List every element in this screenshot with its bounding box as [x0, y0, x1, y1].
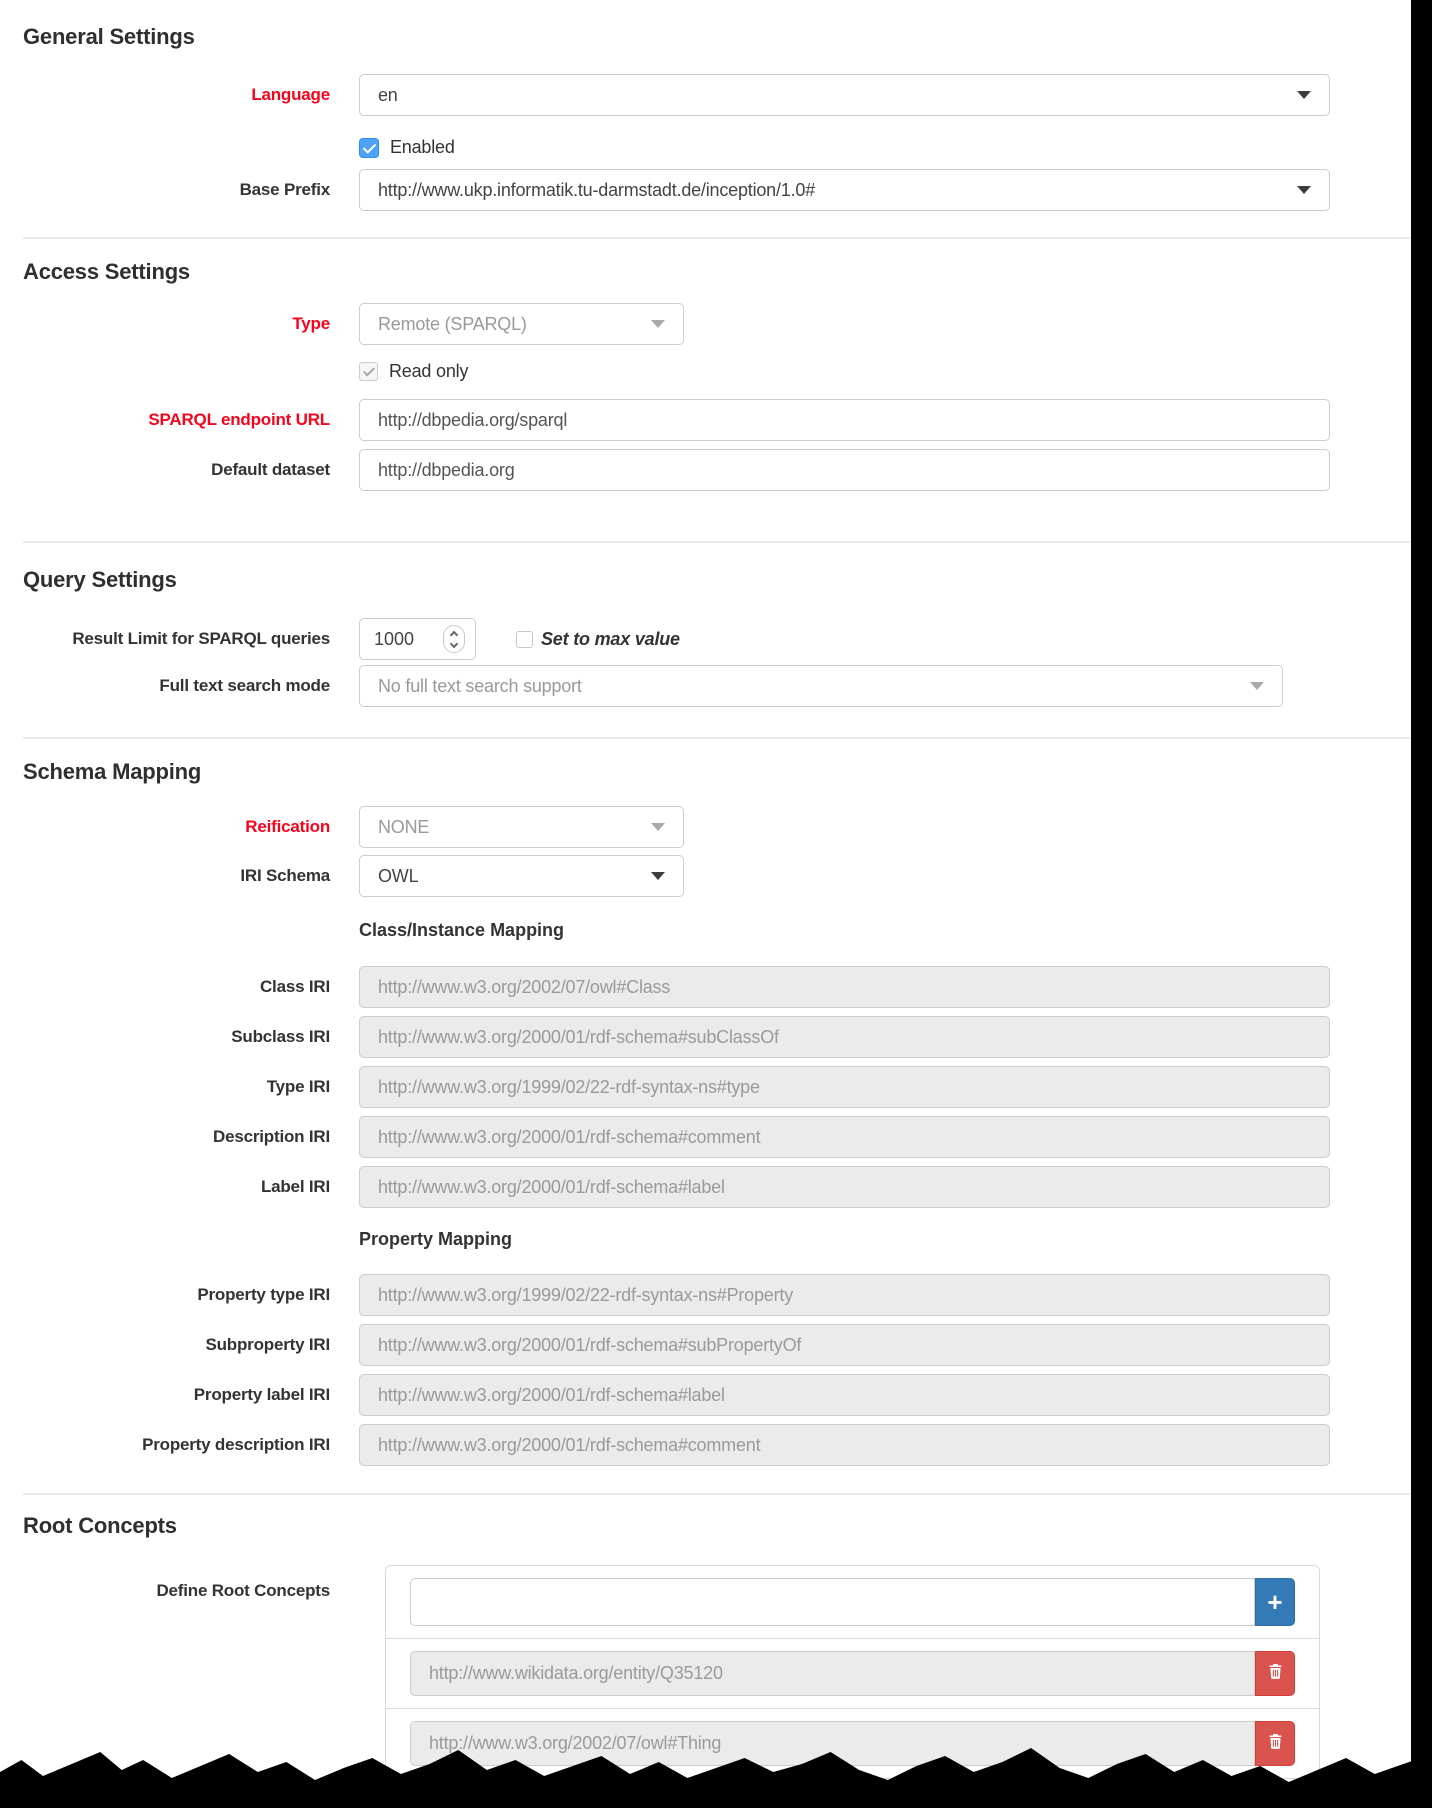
chevron-down-icon — [651, 872, 665, 880]
base-prefix-value: http://www.ukp.informatik.tu-darmstadt.de/inception/1.0# — [378, 179, 816, 200]
concept-row — [386, 1638, 1319, 1708]
read-only-label: Read only — [389, 361, 469, 381]
define-root-concepts-label: Define Root Concepts — [156, 1581, 330, 1600]
enabled-label: Enabled — [390, 137, 455, 157]
plus-icon: + — [1267, 1587, 1283, 1617]
default-dataset-label: Default dataset — [211, 460, 330, 479]
schema-mapping-title: Schema Mapping — [23, 759, 202, 784]
section-divider — [23, 1493, 1411, 1495]
class-iri-label: Class IRI — [259, 977, 330, 996]
section-divider — [23, 737, 1411, 739]
property-mapping-subtitle: Property Mapping — [359, 1229, 513, 1249]
subclass-iri-input: http://www.w3.org/2000/01/rdf-schema#subClassOf — [359, 1016, 1330, 1058]
type-value: Remote (SPARQL) — [378, 313, 527, 334]
reification-select[interactable] — [359, 806, 684, 848]
query-settings-title: Query Settings — [23, 567, 177, 592]
add-concept-button[interactable] — [1255, 1578, 1295, 1626]
fts-mode-label: Full text search mode — [159, 676, 330, 695]
set-max-label: Set to max value — [541, 628, 680, 649]
base-prefix-select[interactable] — [359, 169, 1330, 211]
screenshot-black-right-edge — [1411, 0, 1432, 1808]
subproperty-iri-label: Subproperty IRI — [205, 1335, 330, 1354]
root-concepts-title: Root Concepts — [23, 1513, 177, 1538]
concept-value-input: http://www.wikidata.org/entity/Q35120 — [410, 1651, 1255, 1696]
section-divider — [23, 237, 1411, 239]
trash-icon — [1269, 1734, 1282, 1754]
subproperty-iri-input: http://www.w3.org/2000/01/rdf-schema#subPropertyOf — [359, 1324, 1330, 1366]
fts-mode-select[interactable] — [359, 665, 1283, 707]
property-type-iri-input: http://www.w3.org/1999/02/22-rdf-syntax-ns#Property — [359, 1274, 1330, 1316]
trash-icon — [1269, 1664, 1282, 1684]
result-limit-label: Result Limit for SPARQL queries — [72, 629, 330, 648]
root-concepts-panel — [385, 1565, 1320, 1779]
chevron-down-icon — [651, 320, 665, 328]
iri-schema-label: IRI Schema — [240, 866, 330, 885]
property-type-iri-label: Property type IRI — [197, 1285, 330, 1304]
chevron-down-icon — [1250, 682, 1264, 690]
default-dataset-input[interactable]: http://dbpedia.org — [359, 449, 1330, 491]
read-only-checkbox — [359, 362, 378, 381]
section-divider — [23, 541, 1411, 543]
property-description-iri-input: http://www.w3.org/2000/01/rdf-schema#comment — [359, 1424, 1330, 1466]
result-limit-value: 1000 — [374, 628, 415, 649]
set-max-checkbox[interactable] — [516, 631, 533, 648]
subclass-iri-label: Subclass IRI — [231, 1027, 330, 1046]
property-label-iri-input: http://www.w3.org/2000/01/rdf-schema#label — [359, 1374, 1330, 1416]
class-iri-input: http://www.w3.org/2002/07/owl#Class — [359, 966, 1330, 1008]
new-concept-row — [386, 1566, 1319, 1638]
iri-schema-select[interactable] — [359, 855, 684, 897]
reification-value: NONE — [378, 816, 430, 837]
access-settings-title: Access Settings — [23, 259, 190, 284]
stepper-down-icon — [450, 639, 458, 647]
label-iri-input: http://www.w3.org/2000/01/rdf-schema#label — [359, 1166, 1330, 1208]
description-iri-label: Description IRI — [213, 1127, 330, 1146]
fts-mode-value: No full text search support — [378, 675, 582, 696]
result-limit-spinner[interactable] — [359, 618, 476, 660]
delete-concept-button[interactable] — [1255, 1651, 1295, 1696]
concept-value-input: http://www.w3.org/2002/07/owl#Thing — [410, 1721, 1255, 1766]
property-description-iri-label: Property description IRI — [142, 1435, 330, 1454]
type-label: Type — [292, 314, 330, 333]
chevron-down-icon — [1297, 91, 1311, 99]
iri-schema-value: OWL — [378, 865, 419, 886]
language-label: Language — [251, 85, 330, 104]
sparql-endpoint-input[interactable]: http://dbpedia.org/sparql — [359, 399, 1330, 441]
general-settings-title: General Settings — [23, 24, 195, 49]
chevron-down-icon — [1297, 186, 1311, 194]
property-label-iri-label: Property label IRI — [193, 1385, 330, 1404]
enabled-checkbox[interactable] — [359, 138, 379, 158]
type-iri-input: http://www.w3.org/1999/02/22-rdf-syntax-ns#type — [359, 1066, 1330, 1108]
new-concept-input[interactable] — [410, 1578, 1255, 1626]
class-instance-mapping-subtitle: Class/Instance Mapping — [359, 920, 565, 940]
label-iri-label: Label IRI — [260, 1177, 330, 1196]
stepper-up-icon — [450, 630, 458, 638]
delete-concept-button[interactable] — [1255, 1721, 1295, 1766]
type-select[interactable] — [359, 303, 684, 345]
reification-label: Reification — [245, 817, 330, 836]
chevron-down-icon — [651, 823, 665, 831]
base-prefix-label: Base Prefix — [239, 180, 330, 199]
sparql-endpoint-label: SPARQL endpoint URL — [148, 410, 330, 429]
stepper-buttons[interactable] — [443, 625, 465, 653]
type-iri-label: Type IRI — [266, 1077, 330, 1096]
description-iri-input: http://www.w3.org/2000/01/rdf-schema#comment — [359, 1116, 1330, 1158]
language-select[interactable] — [359, 74, 1330, 116]
language-value: en — [378, 84, 398, 105]
